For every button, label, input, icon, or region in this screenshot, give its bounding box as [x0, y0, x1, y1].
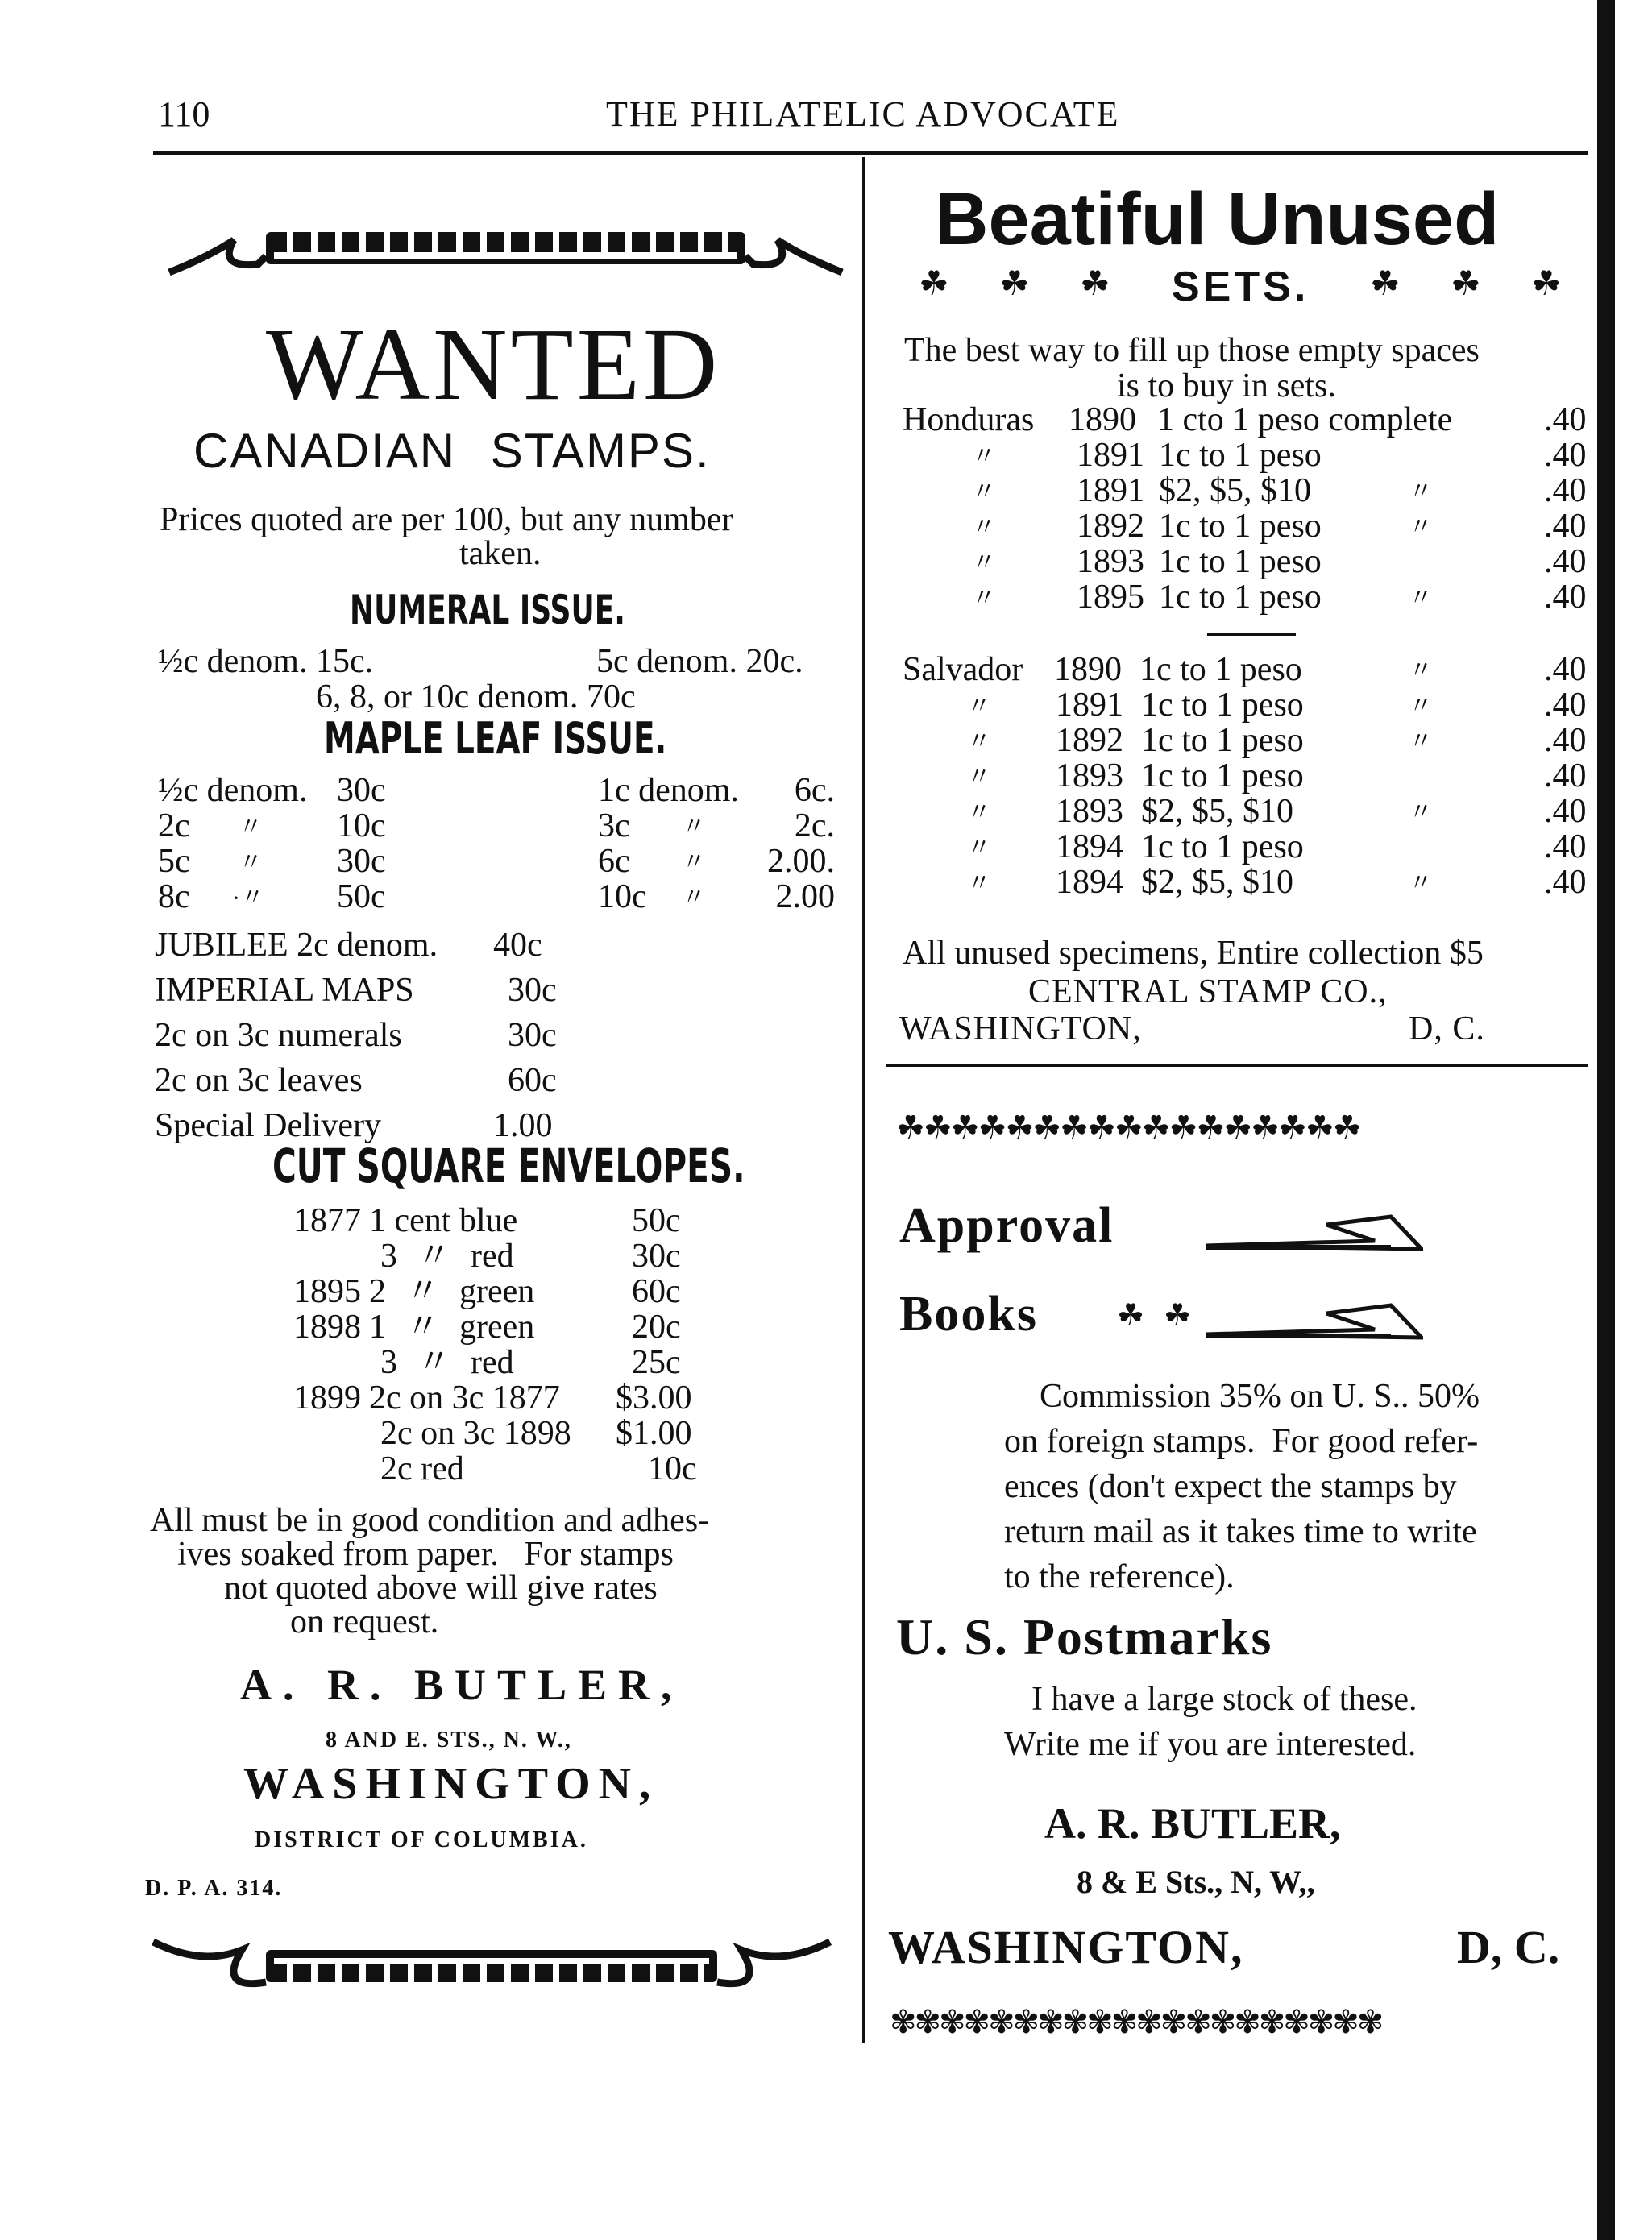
price: .40	[1544, 437, 1587, 474]
left-advertiser-district: DISTRICT OF COLUMBIA.	[255, 1827, 588, 1852]
right-advertiser-state: D, C.	[1457, 1921, 1560, 1973]
maple-price: 6c.	[794, 772, 835, 809]
ditto-mark: 〃	[1409, 479, 1433, 505]
bottom-ornament-row: ✾✾✾✾✾✾✾✾✾✾✾✾✾✾✾✾✾✾✾✾	[890, 2004, 1382, 2040]
maple-price: 2.00	[775, 878, 835, 915]
set-item: 1c to 1 peso	[1141, 828, 1304, 865]
bottom-ornament-border	[145, 1918, 838, 2006]
leaf-ornament-icon: ☘	[999, 266, 1030, 303]
postmarks-line-1: I have a large stock of these.	[1031, 1681, 1417, 1718]
set-item: 1 cto 1 peso complete	[1157, 401, 1453, 438]
numeral-line-1-left: ½c denom. 15c.	[158, 643, 374, 680]
journal-title: THE PHILATELIC ADVOCATE	[606, 94, 1120, 134]
central-stamp-company: CENTRAL STAMP CO.,	[1028, 973, 1388, 1010]
item-price: 30c	[508, 1017, 557, 1054]
maple-price: 2c.	[794, 807, 835, 844]
set-item: 1c to 1 peso	[1141, 757, 1304, 794]
pointing-hand-icon	[1206, 1209, 1423, 1257]
maple-denom: 3c	[598, 807, 630, 844]
maple-leaf-heading: MAPLE LEAF ISSUE.	[324, 713, 667, 764]
env-price: 20c	[632, 1309, 681, 1346]
commission-line-2: on foreign stamps. For good refer-	[1004, 1423, 1479, 1460]
ditto-mark: 〃	[1409, 657, 1433, 684]
year: 1890	[1054, 651, 1122, 688]
ditto-mark: 〃	[967, 835, 991, 861]
closing-line-4: on request.	[290, 1603, 439, 1641]
year: 1894	[1056, 864, 1123, 901]
year: 1893	[1077, 543, 1144, 580]
maple-price: 30c	[337, 772, 386, 809]
page-number: 110	[158, 94, 210, 134]
beautiful-unused-title: Beatiful Unused	[935, 178, 1500, 260]
section-divider-short	[1207, 633, 1296, 636]
price: .40	[1544, 757, 1587, 794]
item-label: Special Delivery	[155, 1107, 382, 1144]
ornament-row: ☘☘☘☘☘☘☘☘☘☘☘☘☘☘☘☘☘	[896, 1110, 1360, 1146]
price: .40	[1544, 472, 1587, 509]
honduras-table	[903, 403, 1596, 620]
env-year: 1877	[293, 1202, 361, 1239]
ditto-mark: ·〃	[232, 885, 264, 911]
maple-denom: ½c denom.	[158, 772, 308, 809]
env-price: 60c	[632, 1273, 681, 1310]
year: 1891	[1077, 472, 1144, 509]
ditto-mark: 〃	[1409, 514, 1433, 541]
year: 1891	[1056, 687, 1123, 724]
price: .40	[1544, 722, 1587, 759]
closing-line-1: All must be in good condition and adhes-	[150, 1502, 710, 1539]
maple-price: 2.00.	[767, 843, 835, 880]
wanted-title: WANTED	[266, 307, 721, 421]
canadian-stamps-subtitle: CANADIAN STAMPS.	[193, 424, 711, 478]
approval-label: Approval	[899, 1198, 1114, 1253]
leaf-ornament-icon: ☘	[1117, 1299, 1145, 1333]
right-edge-bar	[1597, 0, 1615, 2240]
ditto-mark: 〃	[682, 849, 706, 876]
env-price: $1.00	[616, 1415, 692, 1452]
ad-code: D. P. A. 314.	[145, 1876, 283, 1901]
column-divider	[862, 157, 865, 2043]
right-advertiser-name: A. R. BUTLER,	[1044, 1799, 1341, 1848]
closing-line-2: ives soaked from paper. For stamps	[177, 1536, 674, 1573]
maple-denom: 6c	[598, 843, 630, 880]
ditto-mark: 〃	[972, 585, 996, 612]
top-ornament-border	[161, 208, 850, 305]
right-intro-line-2: is to buy in sets.	[1117, 367, 1336, 404]
leaf-ornament-icon: ☘	[1531, 266, 1562, 303]
postmarks-line-2: Write me if you are interested.	[1004, 1726, 1417, 1763]
env-price: 25c	[632, 1344, 681, 1381]
maple-denom: 1c denom.	[598, 772, 739, 809]
ditto-mark: 〃	[972, 550, 996, 576]
commission-line-4: return mail as it takes time to write	[1004, 1513, 1477, 1550]
env-price: 50c	[632, 1202, 681, 1239]
price: .40	[1544, 864, 1587, 901]
ditto-mark: 〃	[972, 514, 996, 541]
env-year: 1895	[293, 1273, 361, 1310]
env-price: $3.00	[616, 1379, 692, 1417]
ditto-mark: 〃	[972, 479, 996, 505]
numeral-issue-heading: NUMERAL ISSUE.	[350, 587, 625, 633]
right-intro-line-1: The best way to fill up those empty spaces	[904, 332, 1480, 369]
country: Salvador	[903, 651, 1023, 688]
ditto-mark: 〃	[1409, 585, 1433, 612]
env-price: 30c	[632, 1238, 681, 1275]
item-label: 2c on 3c numerals	[155, 1017, 402, 1054]
price: .40	[1544, 543, 1587, 580]
year: 1891	[1077, 437, 1144, 474]
maple-price: 10c	[337, 807, 386, 844]
ditto-mark: 〃	[1409, 693, 1433, 720]
central-stamp-state: D, C.	[1409, 1010, 1485, 1047]
env-year: 1899	[293, 1379, 361, 1417]
item-price: 40c	[493, 927, 542, 964]
year: 1890	[1069, 401, 1136, 438]
set-item: 1c to 1 peso	[1139, 651, 1302, 688]
ditto-mark: 〃	[682, 885, 706, 911]
year: 1892	[1077, 508, 1144, 545]
right-advertiser-street: 8 & E Sts., N, W,,	[1077, 1864, 1315, 1900]
closing-line-3: not quoted above will give rates	[224, 1570, 658, 1607]
year: 1892	[1056, 722, 1123, 759]
leaf-ornament-icon: ☘	[919, 266, 949, 303]
commission-line-1: Commission 35% on U. S.. 50%	[1040, 1378, 1480, 1415]
price: .40	[1544, 828, 1587, 865]
intro-line-1: Prices quoted are per 100, but any number	[160, 501, 733, 538]
maple-leaf-table	[158, 774, 851, 919]
ditto-mark: 〃	[972, 443, 996, 470]
leaf-ornament-icon: ☘	[1080, 266, 1110, 303]
sets-line	[919, 263, 1579, 314]
item-price: 60c	[508, 1062, 557, 1099]
numeral-line-2: 6, 8, or 10c denom. 70c	[316, 678, 636, 716]
books-label: Books	[899, 1287, 1038, 1342]
leaf-ornament-icon: ☘	[1451, 266, 1481, 303]
set-item: $2, $5, $10	[1159, 472, 1311, 509]
year: 1893	[1056, 757, 1123, 794]
sets-label: SETS.	[1172, 263, 1310, 310]
ditto-mark: 〃	[967, 728, 991, 755]
item-label: IMPERIAL MAPS	[155, 972, 414, 1009]
set-item: 1c to 1 peso	[1159, 579, 1322, 616]
left-advertiser-name: A. R. BUTLER,	[240, 1661, 683, 1709]
ditto-mark: 〃	[239, 849, 263, 876]
central-stamp-city: WASHINGTON,	[899, 1010, 1142, 1047]
commission-line-3: ences (don't expect the stamps by	[1004, 1468, 1457, 1505]
numeral-line-1-right: 5c denom. 20c.	[596, 643, 803, 680]
postmarks-heading: U. S. Postmarks	[896, 1608, 1273, 1665]
ditto-mark: 〃	[682, 814, 706, 840]
env-price: 10c	[648, 1450, 697, 1487]
ditto-mark: 〃	[1409, 728, 1433, 755]
right-advertiser-city: WASHINGTON,	[888, 1921, 1244, 1973]
env-item: 2c on 3c 1898	[380, 1415, 571, 1452]
cut-square-envelopes-heading: CUT SQUARE ENVELOPES.	[272, 1139, 745, 1193]
env-item: 3 〃 red	[380, 1238, 514, 1275]
maple-denom: 5c	[158, 843, 190, 880]
pointing-hand-icon	[1206, 1297, 1423, 1346]
intro-line-2: taken.	[459, 535, 542, 572]
item-price: 30c	[508, 972, 557, 1009]
env-item: 3 〃 red	[380, 1344, 514, 1381]
country: Honduras	[903, 401, 1035, 438]
maple-price: 50c	[337, 878, 386, 915]
item-label: 2c on 3c leaves	[155, 1062, 363, 1099]
left-advertiser-street: 8 AND E. STS., N. W.,	[326, 1728, 572, 1753]
maple-denom: 8c	[158, 878, 190, 915]
year: 1893	[1056, 793, 1123, 830]
env-item: 1 〃 green	[369, 1309, 535, 1346]
set-item: 1c to 1 peso	[1159, 508, 1322, 545]
ditto-mark: 〃	[239, 814, 263, 840]
env-item: 2c red	[380, 1450, 464, 1487]
maple-denom: 10c	[598, 878, 647, 915]
price: .40	[1544, 401, 1587, 438]
misc-price-list	[155, 927, 638, 1144]
maple-denom: 2c	[158, 807, 190, 844]
price: .40	[1544, 687, 1587, 724]
price: .40	[1544, 579, 1587, 616]
set-item: $2, $5, $10	[1141, 864, 1293, 901]
env-item: 2c on 3c 1877	[369, 1379, 560, 1417]
leaf-ornament-icon: ☘	[1370, 266, 1401, 303]
ditto-mark: 〃	[967, 799, 991, 826]
ditto-mark: 〃	[1409, 870, 1433, 897]
leaf-ornament-icon: ☘	[1164, 1299, 1192, 1333]
sets-closing: All unused specimens, Entire collection $5	[903, 935, 1484, 972]
right-section-rule	[886, 1064, 1588, 1067]
year: 1895	[1077, 579, 1144, 616]
ditto-mark: 〃	[967, 693, 991, 720]
env-item: 1 cent blue	[369, 1202, 518, 1239]
item-price: 1.00	[493, 1107, 553, 1144]
price: .40	[1544, 508, 1587, 545]
set-item: 1c to 1 peso	[1141, 722, 1304, 759]
set-item: 1c to 1 peso	[1141, 687, 1304, 724]
salvador-table	[903, 653, 1596, 911]
set-item: $2, $5, $10	[1141, 793, 1293, 830]
set-item: 1c to 1 peso	[1159, 543, 1322, 580]
price: .40	[1544, 651, 1587, 688]
left-advertiser-city: WASHINGTON,	[243, 1759, 659, 1809]
envelopes-table	[293, 1204, 712, 1494]
item-label: JUBILEE 2c denom.	[155, 927, 438, 964]
ditto-mark: 〃	[967, 870, 991, 897]
ditto-mark: 〃	[967, 764, 991, 790]
maple-price: 30c	[337, 843, 386, 880]
env-item: 2 〃 green	[369, 1273, 535, 1310]
year: 1894	[1056, 828, 1123, 865]
commission-line-5: to the reference).	[1004, 1558, 1235, 1595]
header-rule	[153, 151, 1588, 155]
set-item: 1c to 1 peso	[1159, 437, 1322, 474]
price: .40	[1544, 793, 1587, 830]
ditto-mark: 〃	[1409, 799, 1433, 826]
env-year: 1898	[293, 1309, 361, 1346]
